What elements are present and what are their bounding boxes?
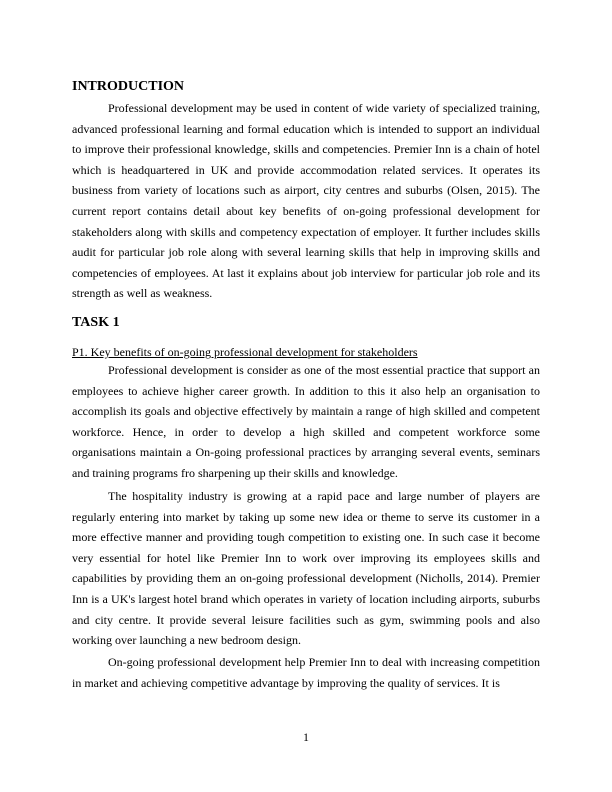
page-number: 1 [303, 730, 309, 744]
task1-paragraph-1: Professional development is consider as one of the most essential practice that support an employees to achieve higher career growth. In addition to this it also help an organisation to accomplish its goals and objective effectively by maintain a range of high skilled and competent workforce. Hence, in order to develop a high skilled and competent workforce some organisations maintain a On-going professional practices by arranging several events, seminars and training programs fro sharpening up their skills and knowledge. [72, 363, 540, 480]
task1-paragraph-2: The hospitality industry is growing at a rapid pace and large number of players are regularly entering into market by taking up some new idea or theme to serve its customer in a more effective manner and providing tough competition to existing one. In such case it become very essential for hotel like Premier Inn to work over improving its employees skills and capabilities by providing them an on-going professional development (Nicholls, 2014). Premier Inn is a UK's largest hotel brand which operates in variety of location including airports, suburbs and city centre. It provide several leisure facilities such as gym, swimming pools and also working over launching a new bedroom design. [72, 489, 540, 648]
task1-subheading: P1. Key benefits of on-going professional development for stakeholders [72, 345, 418, 359]
task1-paragraph-3: On-going professional development help Premier Inn to deal with increasing competition in market and achieving competitive advantage by improving the quality of services. It is [72, 655, 540, 690]
task1-heading: TASK 1 [72, 315, 120, 330]
document-page [72, 0, 540, 792]
introduction-heading: INTRODUCTION [72, 79, 185, 94]
introduction-paragraph: Professional development may be used in content of wide variety of specialized training, advanced professional learning and formal education which is intended to support an individual to improve their professional knowledge, skills and competencies. Premier Inn is a chain of hotel which is headquartered in UK and provide accommodation related services. It operates its business from variety of locations such as airport, city centres and suburbs (Olsen, 2015). The current report contains detail about key benefits of on-going professional development for stakeholders along with skills and competency expectation of employer. It further includes skills audit for particular job role along with several learning skills that help in improving skills and competencies of employees. At last it explains about job interview for particular job role and its strength as well as weakness. [72, 101, 540, 301]
